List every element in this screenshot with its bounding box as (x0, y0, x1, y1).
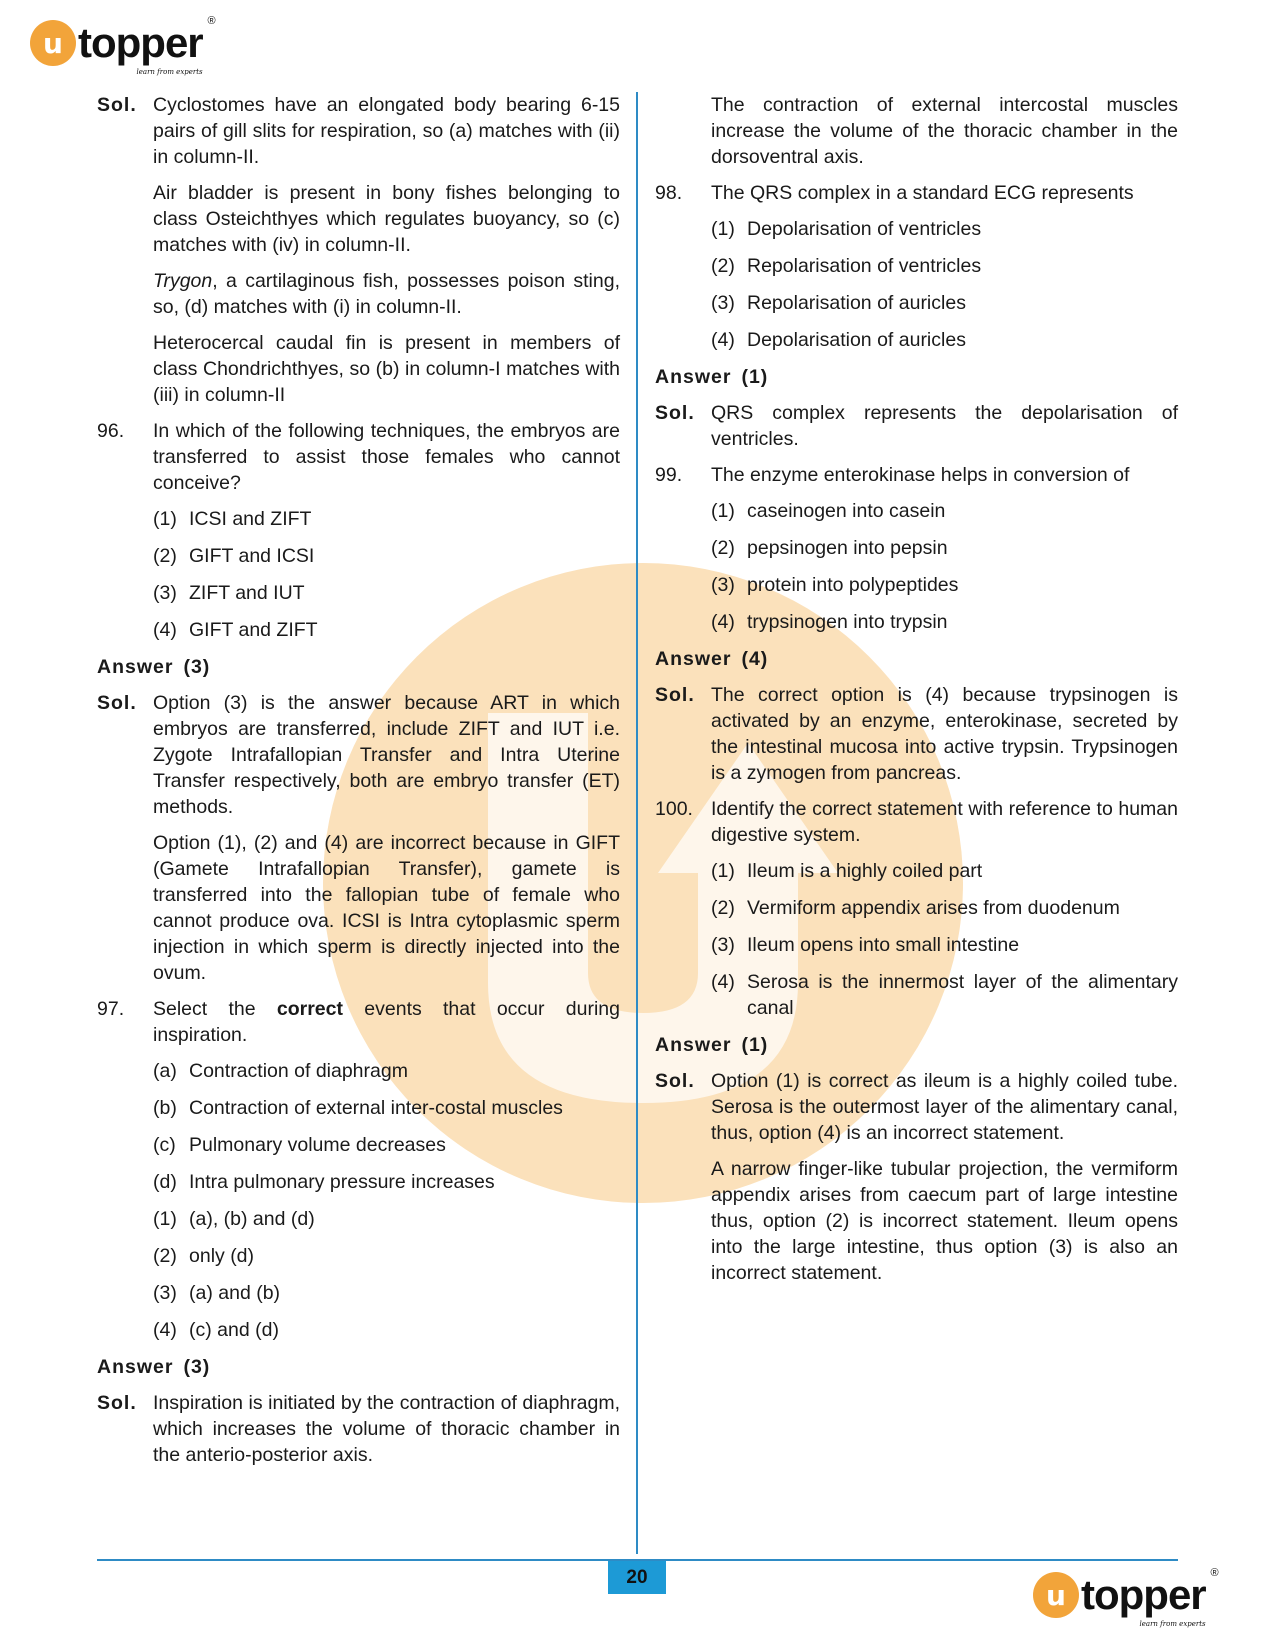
option-text: (c) and (d) (189, 1319, 279, 1341)
registered-mark: ® (1210, 1567, 1218, 1579)
solution-95 (97, 92, 620, 170)
option (711, 969, 1178, 1021)
sol-paragraph: A narrow finger-like tubular projection, the vermiform appendix arises from caecum part of large intestine thus, option (2) is incorrect statement. Ileum opens into the large intestine, thus option (3) is also an incorrect statement. (711, 1158, 1178, 1284)
option-text: caseinogen into casein (747, 500, 946, 522)
sol-text: QRS complex represents the depolarisation of ventricles. (711, 402, 1178, 450)
option-number: (2) (153, 545, 177, 567)
option (711, 572, 1178, 598)
sol-paragraph: Air bladder is present in bony fishes belonging to class Osteichthyes which regulates buoyancy, so (c) matches with (iv) in column-II. (153, 182, 620, 256)
sol-label: Sol. (97, 1392, 137, 1414)
option-number: (3) (711, 934, 735, 956)
option-number: (4) (711, 329, 735, 351)
statement-letter: (d) (153, 1171, 177, 1193)
solution-99 (655, 682, 1178, 786)
brand-tagline: learn from experts (1139, 1620, 1206, 1628)
option (153, 1206, 620, 1232)
sol-text: The correct option is (4) because trypsinogen is activated by an enzyme, enterokinase, secreted by the intestinal mucosa into active trypsin. Trypsinogen is a zymogen from pancreas. (711, 684, 1178, 784)
question-text: The enzyme enterokinase helps in conversion of (711, 464, 1130, 486)
option-text: trypsinogen into trypsin (747, 611, 948, 633)
option-text: Depolarisation of auricles (747, 329, 966, 351)
answer-label: Answer (655, 366, 732, 388)
sol-label: Sol. (97, 692, 137, 714)
column-divider (636, 92, 638, 1554)
topper-logo-mark: u (1033, 1572, 1079, 1618)
question-text-pre: Select the (153, 998, 277, 1020)
question-number: 98. (655, 182, 683, 204)
option-text: protein into polypeptides (747, 574, 959, 596)
option-number: (3) (711, 574, 735, 596)
option-text: GIFT and ZIFT (189, 619, 318, 641)
question-text: The QRS complex in a standard ECG represents (711, 182, 1134, 204)
sol-paragraph: Heterocercal caudal fin is present in members of class Chondrichthyes, so (b) in column-I matches with (iii) in column-II (153, 332, 620, 406)
option (153, 506, 620, 532)
option (153, 1243, 620, 1269)
trygon-italic: Trygon (153, 270, 213, 292)
option-text: ICSI and ZIFT (189, 508, 312, 530)
brand-name: topper (78, 19, 203, 66)
option (711, 932, 1178, 958)
option (711, 858, 1178, 884)
answer-label: Answer (655, 648, 732, 670)
statement (153, 1169, 620, 1195)
solution-97 (97, 1390, 620, 1468)
option-text: Depolarisation of ventricles (747, 218, 982, 240)
brand-name: topper (1081, 1571, 1206, 1618)
answer-line (655, 646, 1178, 672)
answer-line (97, 1354, 620, 1380)
answer-value: (3) (183, 656, 211, 678)
solution-96 (97, 690, 620, 820)
question-98 (655, 180, 1178, 206)
question-number: 100. (655, 798, 693, 820)
option (711, 895, 1178, 921)
option-number: (4) (153, 1319, 177, 1341)
option (711, 498, 1178, 524)
question-text: In which of the following techniques, the embryos are transferred to assist those females who cannot conceive? (153, 420, 620, 494)
option-number: (2) (153, 1245, 177, 1267)
answer-value: (1) (741, 1034, 769, 1056)
answer-line (655, 364, 1178, 390)
statement-text: Intra pulmonary pressure increases (189, 1171, 495, 1193)
option (153, 580, 620, 606)
option-text: Repolarisation of ventricles (747, 255, 982, 277)
sol-label: Sol. (655, 1070, 695, 1092)
statement-text: Contraction of external inter-costal muscles (189, 1097, 563, 1119)
topper-wordmark (78, 15, 215, 76)
statement-text: Pulmonary volume decreases (189, 1134, 446, 1156)
statement-letter: (a) (153, 1060, 177, 1082)
option (153, 1280, 620, 1306)
statement (153, 1058, 620, 1084)
answer-label: Answer (655, 1034, 732, 1056)
question-99 (655, 462, 1178, 488)
option (153, 617, 620, 643)
option (711, 609, 1178, 635)
answer-value: (1) (741, 366, 769, 388)
option-number: (2) (711, 255, 735, 277)
option-number: (4) (711, 971, 735, 993)
question-text-bold: correct (276, 998, 343, 1020)
option (711, 535, 1178, 561)
statement-letter: (b) (153, 1097, 177, 1119)
sol-label: Sol. (655, 402, 695, 424)
topper-logo-footer (1033, 1567, 1218, 1628)
option (711, 216, 1178, 242)
option-number: (1) (711, 860, 735, 882)
option-number: (1) (153, 508, 177, 530)
option-number: (4) (153, 619, 177, 641)
option-number: (1) (711, 218, 735, 240)
answer-value: (3) (183, 1356, 211, 1378)
sol-paragraph-rest: , a cartilaginous fish, possesses poison sting, so, (d) matches with (i) in column-II. (153, 270, 620, 318)
option-text: (a) and (b) (189, 1282, 281, 1304)
answer-line (97, 654, 620, 680)
question-number: 99. (655, 464, 683, 486)
option-text: Serosa is the innermost layer of the alimentary canal (747, 971, 1178, 1019)
option-text: Ileum opens into small intestine (747, 934, 1020, 956)
question-text-post: events that occur during inspiration. (153, 998, 620, 1046)
question-number: 96. (97, 420, 125, 442)
option-number: (3) (153, 1282, 177, 1304)
sol-label: Sol. (97, 94, 137, 116)
option-number: (3) (711, 292, 735, 314)
solution-98 (655, 400, 1178, 452)
option-text: (a), (b) and (d) (189, 1208, 315, 1230)
option-number: (1) (711, 500, 735, 522)
option-text: Ileum is a highly coiled part (747, 860, 983, 882)
sol-paragraph: The contraction of external intercostal muscles increase the volume of the thoracic chamber in the dorsoventral axis. (711, 94, 1178, 168)
sol-label: Sol. (655, 684, 695, 706)
statement-letter: (c) (153, 1134, 176, 1156)
sol-text: Option (1) is correct as ileum is a highly coiled tube. Serosa is the outermost layer of the alimentary canal, thus, option (4) is an incorrect statement. (711, 1070, 1178, 1144)
statement-text: Contraction of diaphragm (189, 1060, 408, 1082)
question-number: 97. (97, 998, 125, 1020)
option-text: ZIFT and IUT (189, 582, 305, 604)
question-96 (97, 418, 620, 496)
question-97 (97, 996, 620, 1048)
option (711, 290, 1178, 316)
registered-mark: ® (207, 15, 215, 27)
option-text: Vermiform appendix arises from duodenum (747, 897, 1120, 919)
answer-value: (4) (741, 648, 769, 670)
sol-paragraph: Option (1), (2) and (4) are incorrect because in GIFT (Gamete Intrafallopian Transfer), gamete is transferred into the fallopian tube of female who cannot produce ova. ICSI is Intra cytoplasmic sperm injection in which sperm is directly injected into the ovum. (153, 832, 620, 984)
topper-logo-mark: u (30, 20, 76, 66)
option (711, 327, 1178, 353)
topper-wordmark (1081, 1567, 1218, 1628)
topper-logo (30, 15, 215, 76)
option-text: GIFT and ICSI (189, 545, 315, 567)
solution-100 (655, 1068, 1178, 1146)
answer-label: Answer (97, 1356, 174, 1378)
option-number: (2) (711, 897, 735, 919)
option-text: Repolarisation of auricles (747, 292, 966, 314)
statement (153, 1095, 620, 1121)
answer-line (655, 1032, 1178, 1058)
answer-label: Answer (97, 656, 174, 678)
sol-text: Option (3) is the answer because ART in which embryos are transferred, include ZIFT and IUT i.e. Zygote Intrafallopian Transfer and Intra Uterine Transfer respectively, both are embryo transfer (ET) methods. (153, 692, 620, 818)
question-100 (655, 796, 1178, 848)
question-text: Identify the correct statement with reference to human digestive system. (711, 798, 1178, 846)
brand-tagline: learn from experts (136, 68, 203, 76)
right-column (655, 92, 1178, 1296)
left-column (97, 92, 620, 1478)
option (153, 543, 620, 569)
sol-text: Cyclostomes have an elongated body bearing 6-15 pairs of gill slits for respiration, so (a) matches with (ii) in column-II. (153, 94, 620, 168)
option (153, 1317, 620, 1343)
option-number: (3) (153, 582, 177, 604)
option-number: (4) (711, 611, 735, 633)
option (711, 253, 1178, 279)
option-number: (1) (153, 1208, 177, 1230)
option-text: only (d) (189, 1245, 255, 1267)
sol-paragraph (153, 268, 620, 320)
option-number: (2) (711, 537, 735, 559)
statement (153, 1132, 620, 1158)
option-text: pepsinogen into pepsin (747, 537, 948, 559)
page-number: 20 (608, 1561, 666, 1594)
sol-text: Inspiration is initiated by the contraction of diaphragm, which increases the volume of thoracic chamber in the anterio-posterior axis. (153, 1392, 620, 1466)
question-text (153, 996, 620, 1048)
